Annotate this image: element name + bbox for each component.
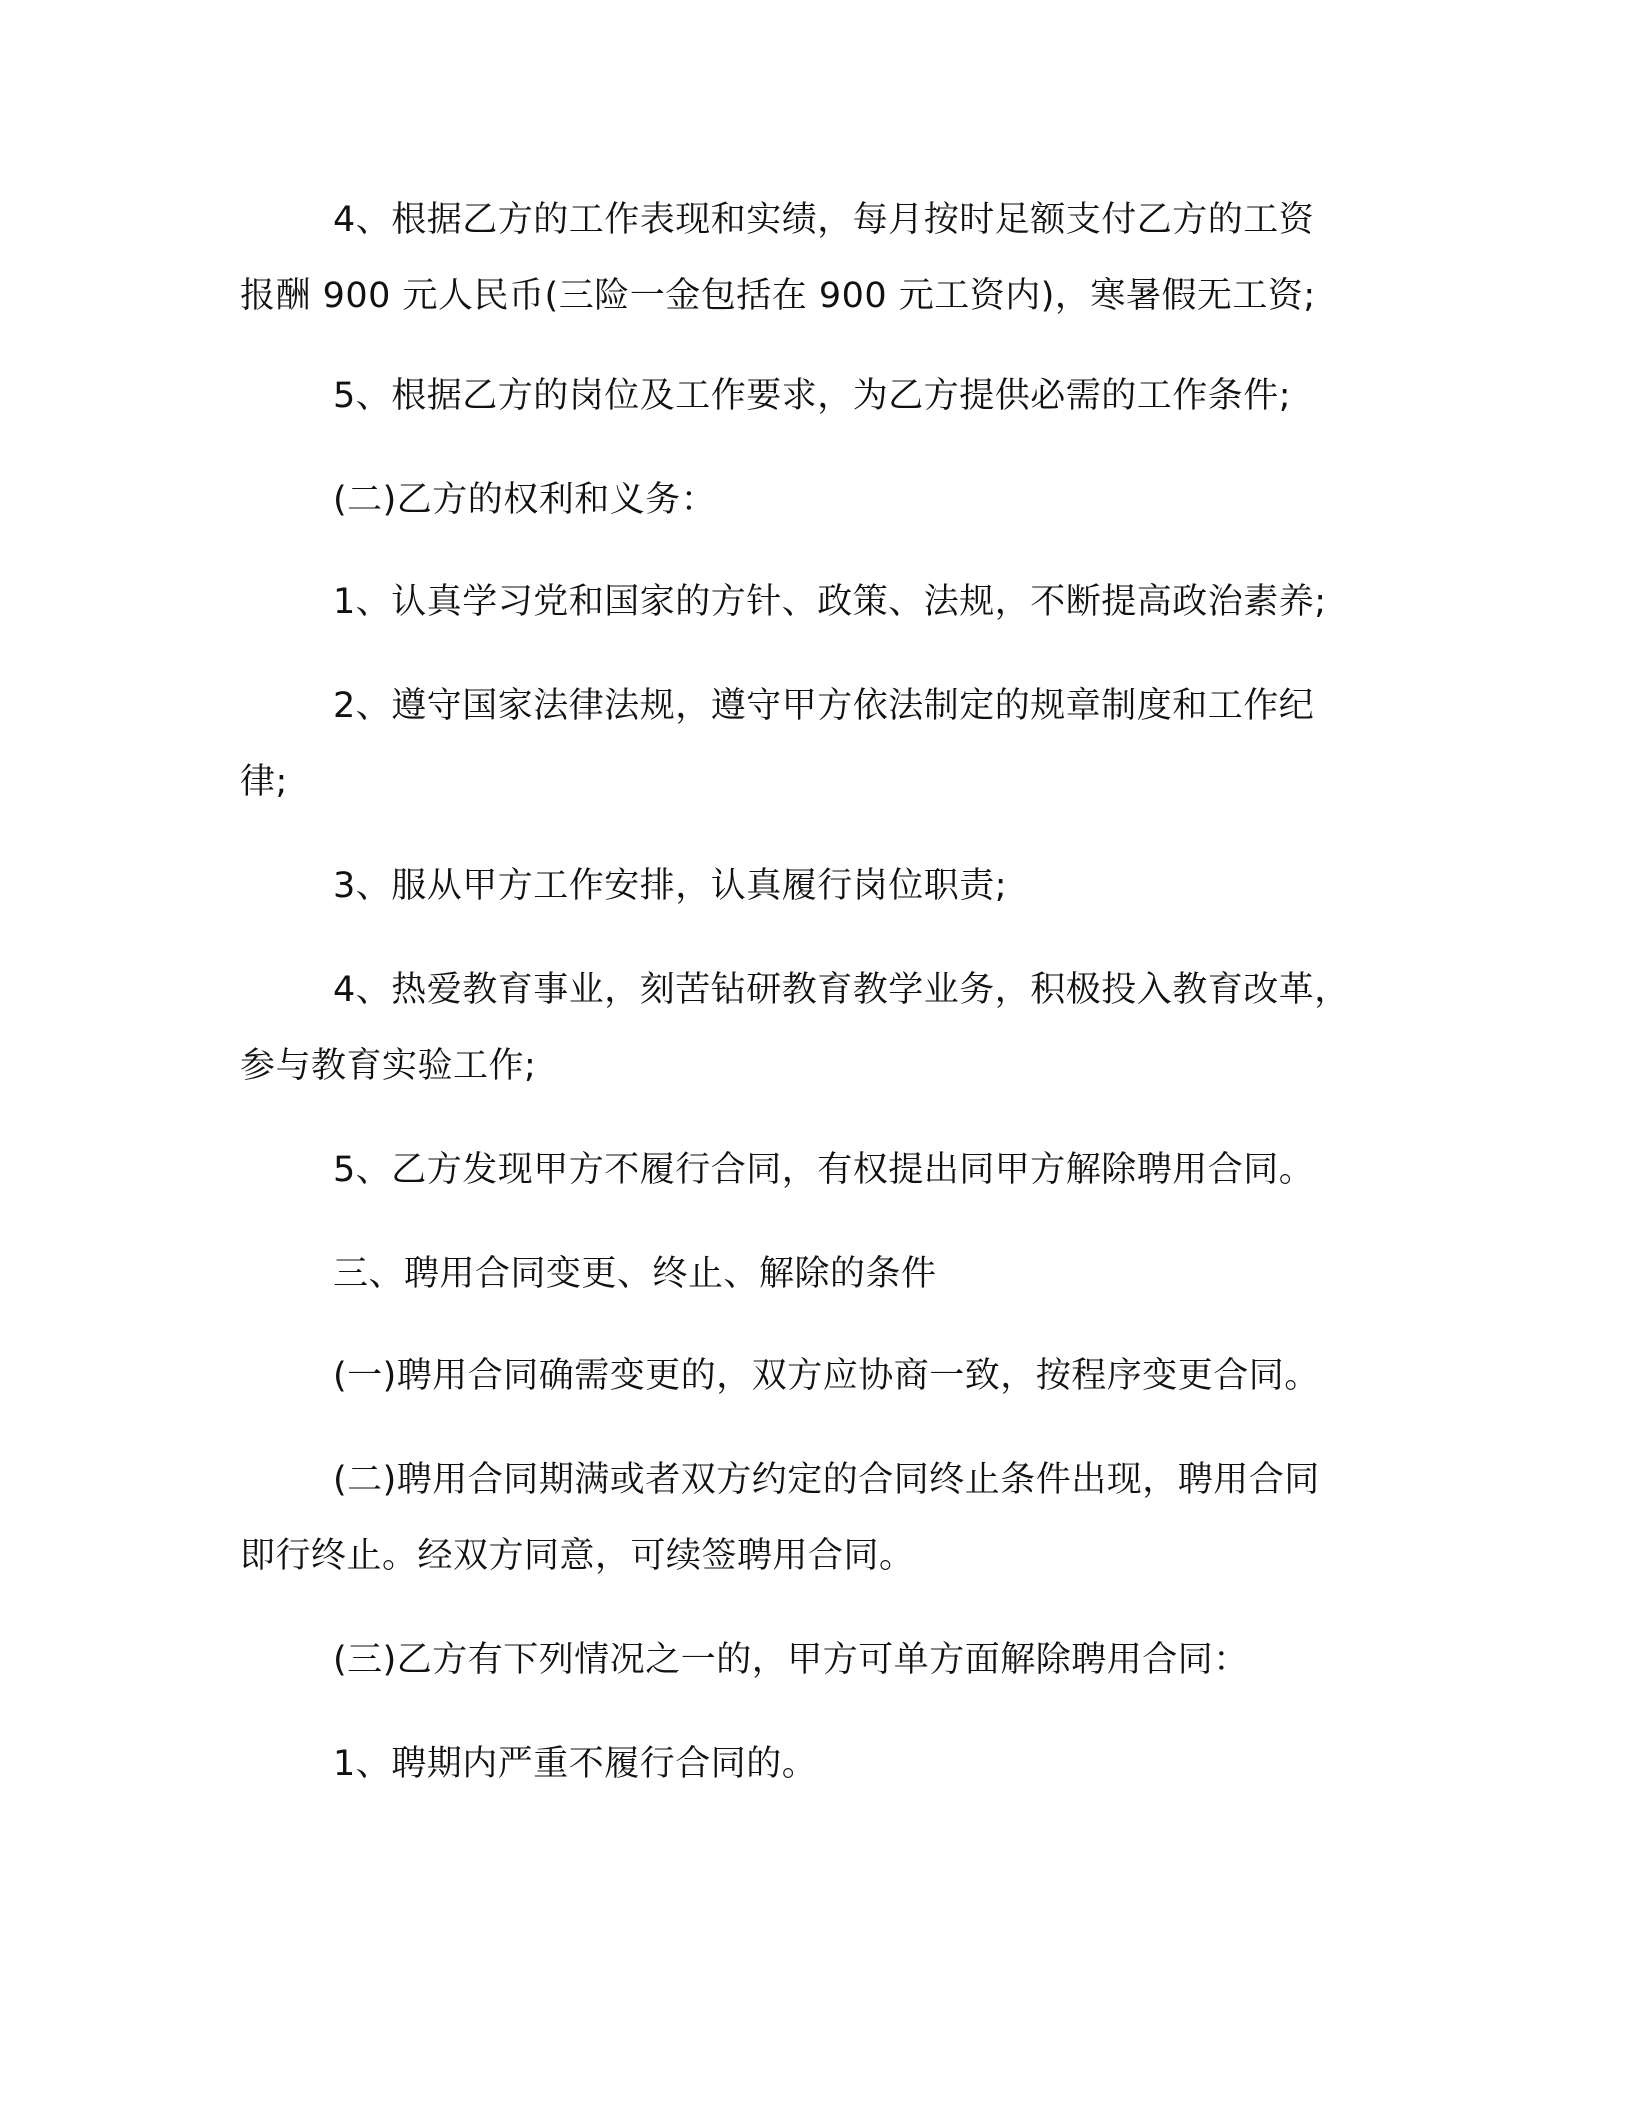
text-line: 5、乙方发现甲方不履行合同，有权提出同甲方解除聘用合同。 bbox=[333, 1150, 1315, 1190]
text-line: 参与教育实验工作; bbox=[240, 1046, 537, 1086]
text-line: 1、认真学习党和国家的方针、政策、法规，不断提高政治素养; bbox=[333, 582, 1327, 622]
text-line: 4、根据乙方的工作表现和实绩，每月按时足额支付乙方的工资 bbox=[333, 200, 1315, 240]
text-line: 5、根据乙方的岗位及工作要求，为乙方提供必需的工作条件; bbox=[333, 376, 1292, 416]
text-line: 1、聘期内严重不履行合同的。 bbox=[333, 1744, 818, 1784]
text-line: (二)聘用合同期满或者双方约定的合同终止条件出现，聘用合同 bbox=[333, 1460, 1320, 1500]
section-heading: (二)乙方的权利和义务： bbox=[333, 480, 717, 520]
text-line: 3、服从甲方工作安排，认真履行岗位职责; bbox=[333, 866, 1008, 906]
text-line: 律; bbox=[240, 762, 288, 802]
text-line: 报酬 900 元人民币(三险一金包括在 900 元工资内)，寒暑假无工资; bbox=[240, 276, 1316, 316]
text-line: 4、热爱教育事业，刻苦钻研教育教学业务，积极投入教育改革， bbox=[333, 970, 1350, 1010]
text-line: 2、遵守国家法律法规，遵守甲方依法制定的规章制度和工作纪 bbox=[333, 686, 1315, 726]
section-heading: (三)乙方有下列情况之一的，甲方可单方面解除聘用合同： bbox=[333, 1640, 1249, 1680]
section-heading: 三、聘用合同变更、终止、解除的条件 bbox=[333, 1254, 937, 1294]
text-line: 即行终止。经双方同意，可续签聘用合同。 bbox=[240, 1536, 915, 1576]
text-line: (一)聘用合同确需变更的，双方应协商一致，按程序变更合同。 bbox=[333, 1356, 1320, 1396]
